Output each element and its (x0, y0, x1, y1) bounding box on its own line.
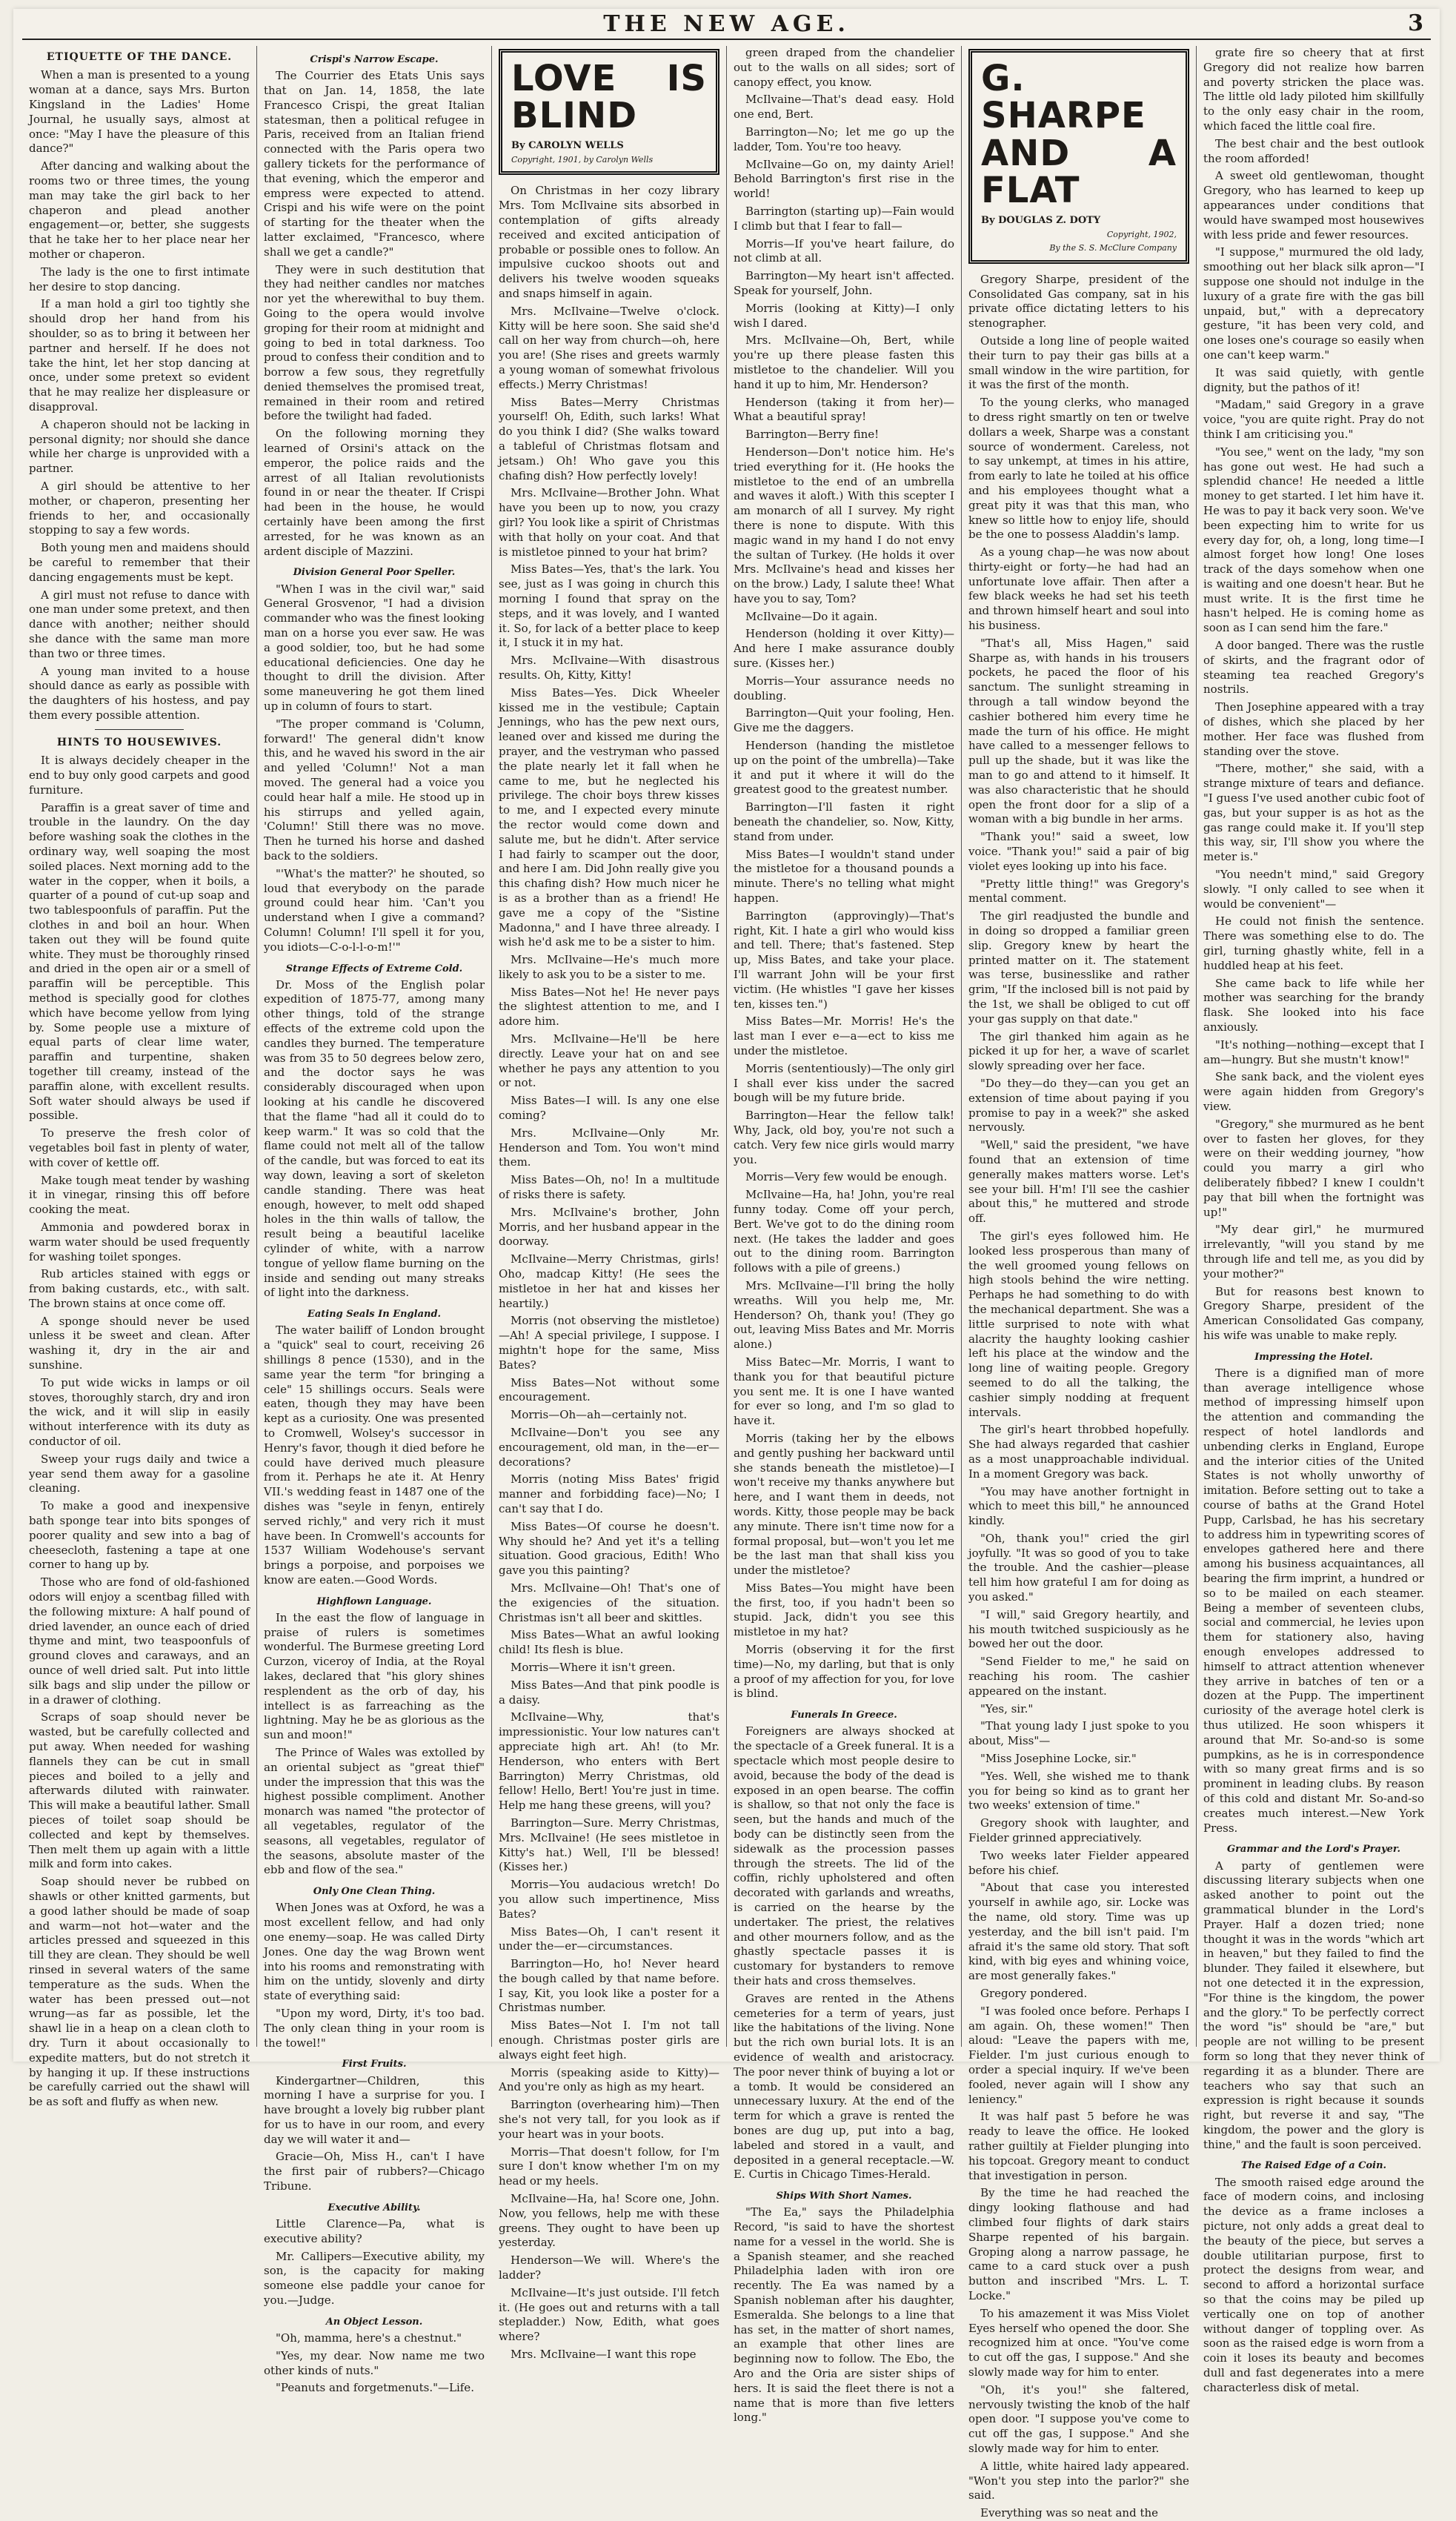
paragraph: Morris—Your assurance needs no doubling. (734, 674, 954, 703)
paragraph: The girl's heart throbbed hopefully. She had always regarded that cashier as a most unapproachable individual. In a moment Gregory was back. (968, 1423, 1189, 1481)
paragraph: A party of gentlemen were discussing literary subjects when one asked another to point out the grammatical blunder in the Lord's Prayer. Half a dozen tried; none thought it was in the words "which art in heaven," but they failed to find the blunder. They failed it elsewhere, but not one detected it in the expression, "For thine is the kingdom, the power and the glory." To be perfectly correct the word "is" should be "are," but people are not willing to be present form so long that they never think of regarding it as a blunder. There are teachers who say that such an expression is right because it sounds right, but reverse it and say, "The kingdom, the power and the glory is thine," and the fault is soon perceived. (1203, 1859, 1424, 2151)
article-body (499, 184, 719, 2362)
paragraph: Barrington—Ho, ho! Never heard the bough called by that name before. I say, Kit, you look like a poster for a Christmas number. (499, 1957, 719, 2015)
paragraph: A girl must not refuse to dance with one man under some pretext, and then dance with another; neither should she dance with the same man more than two or three times. (29, 588, 250, 660)
paragraph: Dr. Moss of the English polar expedition of 1875-77, among many other things, told of the strange effects of the extreme cold upon the candles they burned. The temperature was from 35 to 50 degrees below zero, and the doctor says he was considerably discouraged when upon looking at his candle he discovered that the flame "had all it could do to keep warm." It was so cold that the flame could not melt all of the tallow of the candle, but was forced to eat its way down, leaving a sort of skeleton candle standing. There was heat enough, however, to melt odd shaped holes in the thin walls of tallow, the result being a beautiful lacelike cylinder of white, with a narrow tongue of yellow flame burning on the inside and sending out many streaks of light into the darkness. (264, 977, 485, 1300)
headline: Only One Clean Thing. (313, 1886, 436, 1898)
article-body (264, 978, 485, 1301)
paragraph: To preserve the fresh color of vegetables boil fast in plenty of water, with cover of kettle off. (29, 1126, 250, 1169)
paragraph: Barrington—My heart isn't affected. Speak for yourself, John. (734, 269, 954, 297)
paragraph: Miss Bates—Yes, that's the lark. You see, just as I was going in church this morning I found that spray on the steps, and it was lovely, and I wanted it. So, for lack of a better place to keep it, I stuck it in my hat. (499, 562, 719, 650)
paragraph: To put wide wicks in lamps or oil stoves, thoroughly starch, dry and iron the wick, and it will slip in easily without interference with its duty as conductor of oil. (29, 1375, 250, 1449)
article-body (264, 1611, 485, 1878)
paragraph: When a man is presented to a young woman at a dance, says Mrs. Burton Kingsland in the Ladies' Home Journal, he usually says, almost at once: "May I have the pleasure of this dance?" (29, 68, 250, 156)
masthead (22, 9, 1431, 40)
paragraph: Mrs. McIlvaine—I'll bring the holly wreaths. Will you help me, Mr. Henderson? Oh, thank you! (They go out, leaving Miss Bates and Mr. Morris alone.) (734, 1278, 954, 1352)
story-title: G. SHARPE AND A FLAT (981, 58, 1177, 212)
paragraph: "That young lady I just spoke to you about, Miss"— (968, 1719, 1189, 1748)
paragraph: Morris (taking her by the elbows and gently pushing her backward until she stands beneath the mistletoe)—I won't receive my thanks anywhere but here, and I want them in deeds, not words. Kitty, those people may be back any minute. There isn't time now for a formal proposal, but—won't you let me be the last man that shall kiss you under the mistletoe? (734, 1431, 954, 1578)
column-3 (492, 46, 727, 2362)
column-6 (1197, 46, 1431, 2394)
paragraph: To make a good and inexpensive bath sponge tear into bits sponges of poorer quality and sew into a bag of cheesecloth, fastening a tape at one corner to hang up by. (29, 1499, 250, 1572)
paragraph: Graves are rented in the Athens cemeteries for a term of years, just like the habitations of the living. None but the rich own burial lots. It is an evidence of wealth and aristocracy. The poor never think of buying a lot or a tomb. It would be considered an unnecessary luxury. At the end of the term for which a grave is rented the bones are dug up, put into a bag, labeled and stored in a vault, and deposited in a general receptacle.—W. E. Curtis in Chicago Times-Herald. (734, 1991, 954, 2182)
paragraph: Those who are fond of old-fashioned odors will enjoy a scentbag filled with the following mixture: A half pound of dried lavender, an ounce each of dried thyme and mint, two teaspoonfuls of ground cloves and caraways, and an ounce of well dried salt. Put into little silk bags and slip under the pillow or in a drawer of clothing. (29, 1575, 250, 1707)
paragraph: A door banged. There was the rustle of skirts, and the fragrant odor of steaming tea reached Gregory's nostrils. (1203, 639, 1424, 697)
article-body (1203, 1859, 1424, 2153)
paragraph: Foreigners are always shocked at the spectacle of a Greek funeral. It is a spectacle which most people desire to avoid, because the body of the dead is exposed in an open bearse. The coffin is shallow, so that not only the face is seen, but the hands and much of the body can be distinctly seen from the sidewalk as the procession passes through the streets. The lid of the coffin, richly upholstered and often decorated with garlands and wreaths, is carried on the hearse by the undertaker. The priest, the relatives and other mourners follow, and as the ghastly spectacle passes it is customary for bystanders to remove their hats and cross themselves. (734, 1724, 954, 1987)
paragraph: A girl should be attentive to her mother, or chaperon, presenting her friends to her, and occasionally stopping to say a few words. (29, 479, 250, 537)
paragraph: Barrington—I'll fasten it right beneath the chandelier, so. Now, Kitty, stand from under. (734, 800, 954, 843)
divider (95, 729, 183, 730)
paragraph: Gracie—Oh, Miss H., can't I have the first pair of rubbers?—Chicago Tribune. (264, 2150, 485, 2193)
paragraph: "Send Fielder to me," he said on reaching his room. The cashier appeared on the instant. (968, 1655, 1189, 1698)
paragraph: Barrington—Quit your fooling, Hen. Give me the daggers. (734, 706, 954, 735)
paragraph: It is always decidely cheaper in the end to buy only good carpets and good furniture. (29, 754, 250, 797)
paragraph: McIlvaine—Ha, ha! John, you're real funny today. Come off your perch, Bert. We've got to do the dining room next. (He takes the ladder and goes out to the dining room. Barrington follows with a pile of greens.) (734, 1188, 954, 1275)
paragraph: Kindergartner—Children, this morning I have a surprise for you. I have brought a lovely big rubber plant for us to have in our room, and every day we will water it and— (264, 2073, 485, 2146)
article-body (734, 46, 954, 1701)
paragraph: "Yes, my dear. Now name me two other kinds of nuts." (264, 2348, 485, 2377)
paragraph: McIlvaine—It's just outside. I'll fetch it. (He goes out and returns with a tall stepladder.) Now, Edith, what goes where? (499, 2285, 719, 2344)
article-body (264, 69, 485, 559)
paragraph: "My dear girl," he murmured irrelevantly, "will you stand by me through life and tell me, as you did by your mother?" (1203, 1223, 1424, 1281)
paragraph: Scraps of soap should never be wasted, but be carefully collected and put away. When needed for washing flannels they can be cut in small pieces and boiled to a jelly and afterwards diluted with rainwater. This will make a beautiful lather. Small pieces of toilet soap should be collected and kept by themselves. Then melt them up again with a little milk and form into cakes. (29, 1710, 250, 1871)
paragraph: Morris (looking at Kitty)—I only wish I dared. (734, 301, 954, 330)
article-body (1203, 46, 1424, 1343)
headline: Ships With Short Names. (776, 2190, 912, 2202)
paragraph: "That's all, Miss Hagen," said Sharpe as, with hands in his trousers pockets, he paced the floor of his sanctum. The sunlight streaming in through a tall window beyond the cashier bothered him every time he made the turn of his office. He might have called to a messenger fellows to pull up the shade, but it was like the man to go and attend to it himself. It was also characteristic that he should open the front door for a slip of a woman with a big bundle in her arms. (968, 636, 1189, 826)
paragraph: By the time he had reached the dingy looking flathouse and had climbed four flights of dark stairs Sharpe repented of his bargain. Groping along a narrow passage, he came to a card stuck over a push button and inscribed "Mrs. L. T. Locke." (968, 2186, 1189, 2302)
paragraph: McIlvaine—Why, that's impressionistic. Your low natures can't appreciate high art. Ah! (to Mr. Henderson, who enters with Bert Barrington) Merry Christmas, old fellow! Hello, Bert! You're just in time. Help me hang these greens, will you? (499, 1710, 719, 1813)
paragraph: "Peanuts and forgetmenuts."—Life. (276, 2381, 474, 2395)
paragraph: Morris—That doesn't follow, for I'm sure I don't know whether I'm on my head or my heels. (499, 2145, 719, 2188)
paragraph: Sweep your rugs daily and twice a year send them away for a gasoline cleaning. (29, 1452, 250, 1495)
paragraph: Gregory pondered. (980, 1987, 1088, 2000)
paragraph: Morris—Where it isn't green. (511, 1660, 676, 1674)
paragraph: She sank back, and the violent eyes were again hidden from Gregory's view. (1203, 1070, 1424, 1113)
byline: By DOUGLAS Z. DOTY (981, 214, 1101, 226)
article-body (1203, 2176, 1424, 2396)
headline: Funerals In Greece. (791, 1710, 897, 1721)
paragraph: Henderson—We will. Where's the ladder? (499, 2253, 719, 2282)
article-body (968, 273, 1189, 2521)
article-body (264, 2217, 485, 2308)
headline: Strange Effects of Extreme Cold. (285, 963, 463, 974)
paragraph: Mrs. McIlvaine—He'll be here directly. Leave your hat on and see whether he pays any attention to you or not. (499, 1032, 719, 1090)
paragraph: "Oh, thank you!" cried the girl joyfully. "It was so good of you to take the trouble. And the cashier—please tell him how grateful I am for doing as you asked." (968, 1531, 1189, 1604)
paragraph: The water bailiff of London brought a "quick" seal to court, receiving 26 shillings 8 pence (1530), and in the same year the term "for bringing a cele" 15 shillings occurs. Seals were eaten, though they may have been kept as a curiosity. One was presented to Cromwell, Wolsey's successor in Henry's favor, though it died before he could have derived much pleasure from it. Perhaps he ate it. At Henry VII.'s wedding feast in 1487 one of the dishes was "seyle in fenyn, entirely served richly," and very rich it must have been. In Cromwell's accounts for 1537 William Wodehouse's servant brings a porpoise, and porpoises we know are eaten.—Good Words. (264, 1323, 485, 1587)
paragraph: They were in such destitution that they had neither candles nor matches nor yet the wherewithal to buy them. Going to the opera would involve groping for their room at midnight and going to bed in total darkness. Too proud to confess their condition and to borrow a few sous, they regretfully denied themselves the promised treat, remained in their room and retired before the twilight had faded. (264, 262, 485, 423)
paragraph: But for reasons best known to Gregory Sharpe, president of the American Consolidated Gas company, his wife was unable to make reply. (1203, 1284, 1424, 1342)
paragraph: There is a dignified man of more than average intelligence whose method of impressing himself upon the attention and commanding the respect of hotel landlords and unbending clerks in England, Europe and the interior cities of the United States is not wholly unworthy of imitation. Before setting out to take a course of baths at the Grand Hotel Pupp, Carlsbad, he has his secretary to address him in typewriting scores of envelopes gathered here and there among his business acquaintances, all bearing the firm imprint, a hundred or so to be mailed on each steamer. Being a member of seventeen clubs, social and commercial, he levies upon them for stationery also, having enough envelopes addressed to himself to attract attention whenever they arrive in batches of ten or a dozen at the Pupp. The impertinent curiosity of the average hotel clerk is thus utilized. He soon whispers it around that Mr. So-and-so is some pumpkins, as he is in correspondence with so many great firms and is so prominent in leading clubs. By reason of this cold and distant Mr. So-and-so creates much interest.—New York Press. (1203, 1366, 1424, 1835)
headline: Highflown Language. (316, 1595, 432, 1607)
paragraph: A sponge should never be used unless it be sweet and clean. After washing it, dry in the air and sunshine. (29, 1314, 250, 1372)
paragraph: Mrs. McIlvaine—Oh! That's one of the exigencies of the situation. Christmas isn't all beer and skittles. (499, 1581, 719, 1624)
paragraph: "Oh, it's you!" she faltered, nervously twisting the knob of the half open door. "I suppose you've come to cut off the gas, I suppose." And she slowly made way for him to enter. (968, 2382, 1189, 2455)
paragraph: "I was fooled once before. Perhaps I am again. Oh, these women!" Then aloud: "Leave the papers with me, Fielder. I'm just curious enough to order a special inquiry. If we've been fooled, never again will I show any leniency." (968, 2004, 1189, 2106)
paragraph: "The Ea," says the Philadelphia Record, "is said to have the shortest name for a vessel in the world. She is a Spanish steamer, and she reached Philadelphia laden with iron ore recently. The Ea was named by a Spanish nobleman after his daughter, Esmeralda. She belongs to a line that has set, in the matter of short names, an example that other lines are beginning now to follow. The Ebo, the Aro and the Oria are sister ships of hers. It is said the fleet there is not a name that is more than five letters long." (734, 2205, 954, 2425)
paragraph: Miss Bates—Mr. Morris! He's the last man I ever e—a—ect to kiss me under the mistletoe. (734, 1014, 954, 1057)
paragraph: Miss Bates—You might have been the first, too, if you hadn't been so stupid. Jack, didn't you see this mistletoe in my hat? (734, 1581, 954, 1639)
paragraph: Ammonia and powdered borax in warm water should be used frequently for washing toilet sponges. (29, 1220, 250, 1263)
paragraph: On Christmas in her cozy library Mrs. Tom McIlvaine sits absorbed in contemplation of gifts already received and excited anticipation of probable or possible ones to follow. An impulsive cuckoo shoots out and delivers his twelve wooden squeaks and snaps himself in again. (499, 184, 719, 301)
paragraph: Morris (not observing the mistletoe)—Ah! A special privilege, I suppose. I mightn't hope for the same, Miss Bates? (499, 1314, 719, 1372)
paragraph: He could not finish the sentence. There was something else to do. The girl, turning ghastly white, fell in a huddled heap at his feet. (1203, 914, 1424, 972)
paragraph: Outside a long line of people waited their turn to pay their gas bills at a small window in the wire partition, for it was the first of the month. (968, 333, 1189, 392)
paragraph: Morris (sententiously)—The only girl I shall ever kiss under the sacred bough will be my future bride. (734, 1061, 954, 1105)
paragraph: McIlvaine—Don't you see any encouragement, old man, in the—er—decorations? (499, 1426, 719, 1469)
headline: Executive Ability. (328, 2202, 421, 2213)
columns (13, 40, 1440, 2520)
paragraph: "Well," said the president, "we have found that an extension of time generally makes matters worse. Let's see your bill. H'm! I'll see the cashier about this," he muttered and strode off. (968, 1138, 1189, 1226)
paragraph: McIlvaine—Go on, my dainty Ariel! Behold Barrington's first rise in the world! (734, 157, 954, 201)
newspaper-title: THE NEW AGE. (603, 10, 850, 37)
article-body (264, 1901, 485, 2050)
headline: Grammar and the Lord's Prayer. (1226, 1844, 1401, 1856)
paragraph: "There, mother," she said, with a strange mixture of tears and defiance. "I guess I've used another cubic foot of gas, but your supper is as hot as the gas range could make it. If you'll step this way, sir, I'll show you where the meter is." (1203, 762, 1424, 864)
paragraph: Henderson (taking it from her)—What a beautiful spray! (734, 395, 954, 424)
paragraph: Both young men and maidens should be careful to remember that their dancing engagements must be kept. (29, 541, 250, 584)
page-number: 3 (1408, 10, 1423, 36)
paragraph: Little Clarence—Pa, what is executive ability? (264, 2217, 485, 2245)
paragraph: Morris—You audacious wretch! Do you allow such impertinence, Miss Bates? (499, 1878, 719, 1921)
paragraph: Miss Bates—Merry Christmas yourself! Oh, Edith, such larks! What do you think I did? (She walks toward a tableful of Christmas flotsam and jetsam.) Oh! Who gave you this chafing dish? How perfectly lovely! (499, 395, 719, 482)
paragraph: The girl's eyes followed him. He looked less prosperous than many of the well groomed young fellows on high stools behind the wire netting. Perhaps he had something to do with the mechanical department. She was a little surprised to note with what alacrity the haughty looking cashier left his place at the window and the long line of waiting people. Gregory seemed to do all the talking, the cashier simply nodding at frequent intervals. (968, 1229, 1189, 1419)
paragraph: After dancing and walking about the rooms two or three times, the young man may take the girl back to her chaperon and plead another engagement—or, better, she suggests that he take her to her place near her mother or chaperon. (29, 159, 250, 262)
paragraph: The Courrier des Etats Unis says that on Jan. 14, 1858, the late Francesco Crispi, the great Italian statesman, then a political refugee in Paris, received from an Italian friend connected with the Paris opera two gallery tickets for the performance of that evening, which the emperor and empress were expected to attend. Crispi and his wife were on the point of starting for the theater when the latter exclaimed, "Francesco, where shall we get a candle?" (264, 69, 485, 259)
newspaper-page (13, 9, 1440, 2520)
paragraph: The smooth raised edge around the face of modern coins, and inclosing the device as a frame incloses a picture, not only adds a great deal to the beauty of the piece, but serves a double utilitarian purpose, first to protect the designs from wear, and second to afford a horizontal surface so that the coins may be piled up vertically one on top of another without danger of toppling over. As soon as the raised edge is worn from a coin it loses its beauty and becomes dull and fast degenerates into a mere characterless disk of metal. (1203, 2175, 1424, 2394)
paragraph: On the following morning they learned of Orsini's attack on the emperor, the police raids and the arrest of all Italian revolutionists found in or near the theater. If Crispi had been in the house, he would certainly have been among the first arrested, for he was known as an ardent disciple of Mazzini. (264, 427, 485, 558)
paragraph: Mrs. McIlvaine—Only Mr. Henderson and Tom. You won't mind them. (499, 1126, 719, 1169)
paragraph: "About that case you interested yourself in awhile ago, sir. Locke was the name, old story. Time was up yesterday, and the bill isn't paid. I'm afraid it's the same old story. That soft kind, with big eyes and whining voice, are most generally fakes." (968, 1881, 1189, 1983)
paragraph: "Miss Josephine Locke, sir." (980, 1752, 1137, 1766)
paragraph: "When I was in the civil war," said General Grosvenor, "I had a division commander who was the finest looking man on a horse you ever saw. He was a good soldier, too, but he had some educational deficiencies. One day he thought to drill the division. After some maneuvering he got them lined up in column of fours to start. (264, 582, 485, 713)
paragraph: "You needn't mind," said Gregory slowly. "I only called to see when it would be convenient"— (1203, 868, 1424, 911)
paragraph: Gregory shook with laughter, and Fielder grinned appreciatively. (968, 1816, 1189, 1845)
paragraph: "Upon my word, Dirty, it's too bad. The only clean thing in your room is the towel!" (264, 2006, 485, 2050)
column-5 (962, 46, 1197, 2520)
paragraph: Mrs. McIlvaine—Brother John. What have you been up to now, you crazy girl? You look like a spirit of Christmas with that holly on your coat. And that is mistletoe pinned to your hat brim? (499, 486, 719, 559)
paragraph: McIlvaine—Ha, ha! Score one, John. Now, you fellows, help me with these greens. They ought to have been up yesterday. (499, 2192, 719, 2250)
article-body (29, 754, 250, 2110)
headline: The Raised Edge of a Coin. (1240, 2160, 1387, 2172)
paragraph: "It's nothing—nothing—except that I am—hungry. But she mustn't know!" (1203, 1037, 1424, 1066)
paragraph: Barrington—Sure. Merry Christmas, Mrs. McIlvaine! (He sees mistletoe in Kitty's hat.) Well, I'll be blessed! (Kisses her.) (499, 1816, 719, 1874)
paragraph: A chaperon should not be lacking in personal dignity; nor should she dance while her charge is unprovided with a partner. (29, 417, 250, 476)
paragraph: "Oh, mamma, here's a chestnut." (276, 2331, 462, 2345)
paragraph: Barrington—No; let me go up the ladder, Tom. You're too heavy. (734, 124, 954, 153)
article-body (264, 1323, 485, 1587)
headline: Crispi's Narrow Escape. (310, 54, 439, 65)
headline: HINTS TO HOUSEWIVES. (56, 736, 222, 748)
paragraph: Two weeks later Fielder appeared before his chief. (968, 1848, 1189, 1877)
paragraph: Mrs. McIlvaine's brother, John Morris, and her husband appear in the doorway. (499, 1205, 719, 1249)
story-title: LOVE IS BLIND (511, 58, 707, 137)
paragraph: Miss Bates—Not he! He never pays the slightest attention to me, and I adore him. (499, 985, 719, 1029)
paragraph: A little, white haired lady appeared. "Won't you step into the parlor?" she said. (968, 2459, 1189, 2502)
paragraph: Rub articles stained with eggs or from baking custards, etc., with salt. The brown stains at once come off. (29, 1267, 250, 1310)
paragraph: To the young clerks, who managed to dress right smartly on ten or twelve dollars a week, Sharpe was a constant source of wonderment. Careless, not to say unkempt, at times in his attire, from early to late he toiled at his office and his employees thought what a great pity it was that this man, who knew so little how to enjoy life, should be the one to possess Aladdin's lamp. (968, 396, 1189, 542)
column-2 (257, 46, 492, 2395)
paragraph: "I will," said Gregory heartily, and his mouth twitched suspiciously as he bowed her out the door. (968, 1607, 1189, 1651)
paragraph: Paraffin is a great saver of time and trouble in the laundry. On the day before washing soak the clothes in the ordinary way, well soaping the most soiled places. Next morning add to the water in the copper, when it boils, a quarter of a pound of cut-up soap and two tablespoonfuls of paraffin. Put the clothes in and boil an hour. When taken out they will be found quite white. They must be thoroughly rinsed and dried in the open air or a smell of paraffin will be perceptible. This method is specially good for clothes which have become yellow from lying by. Some people use a mixture of equal parts of clear lime water, paraffin and turpentine, shaken together till creamy, instead of the paraffin alone, with excellent results. Soft water should always be used if possible. (29, 800, 250, 1123)
paragraph: Mrs. McIlvaine—With disastrous results. Oh, Kitty, Kitty! (499, 654, 719, 682)
paragraph: "Do they—do they—can you get an extension of time about paying if you promise to pay in a week?" she asked nervously. (968, 1076, 1189, 1135)
paragraph: Barrington—Hear the fellow talk! Why, Jack, old boy, you're not such a catch. Very few nice girls would marry you. (734, 1109, 954, 1166)
paragraph: The girl thanked him again as he picked it up for her, a wave of scarlet slowly spreading over her face. (968, 1029, 1189, 1073)
paragraph: McIlvaine—Merry Christmas, girls! Oho, madcap Kitty! (He sees the mistletoe in her hat and kisses her heartily.) (499, 1252, 719, 1310)
paragraph: Henderson (handing the mistletoe up on the point of the umbrella)—Take it and put it where it will do the greatest good to the greatest number. (734, 739, 954, 797)
paragraph: The lady is the one to first intimate her desire to stop dancing. (29, 265, 250, 293)
paragraph: The girl readjusted the bundle and in doing so dropped a familiar green slip. Gregory knew by heart the printed matter on it. The statement was terse, businesslike and rather grim, "If the inclosed bill is not paid by the 1st, we shall be obliged to cut off your gas supply on that date." (968, 909, 1189, 1026)
paragraph: Miss Bates—Oh, I can't resent it under the—er—circumstances. (499, 1924, 719, 1953)
paragraph: Mrs. McIlvaine—He's much more likely to ask you to be a sister to me. (499, 953, 719, 981)
article-body (1203, 1366, 1424, 1836)
headline: Eating Seals In England. (307, 1309, 442, 1321)
copyright-line: Copyright, 1902, (1106, 229, 1177, 239)
paragraph: A young man invited to a house should dance as early as possible with the daughters of his hostess, and pay them every possible attention. (29, 664, 250, 722)
paragraph: Everything was so neat and the (980, 2506, 1159, 2520)
article-body (29, 68, 250, 723)
paragraph: She came back to life while her mother was searching for the brandy flask. She looked into his face anxiously. (1203, 976, 1424, 1034)
paragraph: Morris—Very few would be enough. (745, 1170, 948, 1184)
paragraph: The Prince of Wales was extolled by an oriental subject as "great thief" under the impression that this was the highest possible compliment. Another monarch was named "the protector of all vegetables, regulator of the seasons, all vegetables, regulator of the seasons, absolute master of the ebb and flow of the sea." (264, 1746, 485, 1877)
paragraph: Gregory Sharpe, president of the Consolidated Gas company, sat in his private office dictating letters to his stenographer. (968, 272, 1189, 331)
paragraph: Mrs. McIlvaine—I want this rope (511, 2348, 697, 2362)
paragraph: "Yes, sir." (980, 1701, 1034, 1715)
paragraph: McIlvaine—That's dead easy. Hold one end, Bert. (734, 93, 954, 122)
paragraph: Miss Bates—Not without some encouragement. (499, 1375, 719, 1404)
story-title-box (968, 49, 1189, 264)
paragraph: grate fire so cheery that at first Gregory did not realize how barren and poverty stricken the place was. The little old lady piloted him skillfully to the only easy chair in the room, which faced the little coal fire. (1203, 46, 1424, 133)
paragraph: "You may have another fortnight in which to meet this bill," he announced kindly. (968, 1484, 1189, 1528)
paragraph: Miss Bates—Yes. Dick Wheeler kissed me in the vestibule; Captain Jennings, who has the pew next ours, leaned over and kissed me during the prayer, and the vestryman who passed the plate nearly let it fall when he came to me, but he neglected his privilege. The choir boys threw kisses to me, and I expected every minute the rector would come down and salute me, but he didn't. After service I had fairly to scamper out the door, and here I am. Did John really give you this chafing dish? How much nicer he is as a brother than as a friend! He gave me a copy of the "Sistine Madonna," and I have three already. I wish he'd ask me to be a sister to him. (499, 685, 719, 949)
paragraph: "You see," went on the lady, "my son has gone out west. He had such a splendid chance! He needed a little money to get started. I let him have it. He was to pay it back very soon. We've been expecting him to write for us every day for, oh, a long, long time—I almost forget how long! One loses track of the days somehow when one is waiting and one doesn't hear. But he must write. It is the first time he hasn't helped. He is coming home as soon as I can send him the fare." (1203, 445, 1424, 635)
headline: First Fruits. (342, 2059, 407, 2070)
paragraph: Miss Bates—And that pink poodle is a daisy. (499, 1678, 719, 1707)
paragraph: Miss Bates—Not I. I'm not tall enough. Christmas poster girls are always eight feet high. (499, 2019, 719, 2062)
paragraph: Mrs. McIlvaine—Twelve o'clock. Kitty will be here soon. She said she'd call on her way from church—oh, here you are! (She rises and greets warmly a young woman of somewhat frivolous effects.) Merry Christmas! (499, 304, 719, 391)
copyright-line: Copyright, 1901, by Carolyn Wells (511, 154, 654, 165)
headline: Division General Poor Speller. (293, 567, 456, 579)
paragraph: Miss Bates—What an awful looking child! Its flesh is blue. (499, 1628, 719, 1657)
column-4 (727, 46, 962, 2425)
paragraph: If a man hold a girl too tightly she should drop her hand from his shoulder, so as to bring it between her partner and herself. If he does not take the hint, let her stop dancing at once, under some pretext so evident that he may realize her displeasure or disapproval. (29, 297, 250, 413)
paragraph: Morris—Oh—ah—certainly not. (511, 1408, 688, 1422)
paragraph: It was half past 5 before he was ready to leave the office. He looked rather guiltily at Fielder plunging into his topcoat. Gregory meant to conduct that investigation in person. (968, 2110, 1189, 2182)
paragraph: "The proper command is 'Column, forward!' The general didn't know this, and he waved his sword in the air and yelled 'Column!' Not a man moved. The general had a voice you could hear half a mile. He stood up in his stirrups and yelled again, 'Column!' Still there was no move. Then he turned his horse and dashed back to the soldiers. (264, 717, 485, 863)
paragraph: Barrington (approvingly)—That's right, Kit. I hate a girl who would kiss and tell. There; that's fastened. Step up, Miss Bates, and take your place. I'll warrant John will be your first victim. (He whistles "I gave her kisses ten, kisses ten.") (734, 909, 954, 1011)
paragraph: Barrington (starting up)—Fain would I climb but that I fear to fall— (734, 204, 955, 233)
article-body (264, 2074, 485, 2194)
paragraph: green draped from the chandelier out to the walls on all sides; sort of canopy effect, you know. (734, 46, 954, 89)
paragraph: Miss Batec—Mr. Morris, I want to thank you for that beautiful picture you sent me. It is one I have wanted for ever so long, and I'm so glad to have it. (734, 1355, 954, 1428)
paragraph: A sweet old gentlewoman, thought Gregory, who has learned to keep up appearances under conditions that would have swamped most housewives with less pride and fewer resources. (1203, 169, 1424, 242)
copyright-line: By the S. S. McClure Company (1049, 243, 1177, 253)
headline: ETIQUETTE OF THE DANCE. (46, 51, 233, 63)
paragraph: Mrs. McIlvaine—Oh, Bert, while you're up there please fasten this mistletoe to the chandelier. Will you hand it up to him, Mr. Henderson? (734, 333, 954, 391)
paragraph: It was said quietly, with gentle dignity, but the pathos of it! (1203, 365, 1424, 394)
paragraph: Miss Bates—Of course he doesn't. Why should he? And yet it's a telling situation. Good gracious, Edith! Who gave you this painting? (499, 1519, 719, 1578)
paragraph: Morris (noting Miss Bates' frigid manner and forbidding face)—No; I can't say that I do. (499, 1472, 719, 1515)
column-1 (22, 46, 257, 2109)
paragraph: "Thank you!" said a sweet, low voice. "Thank you!" said a pair of big violet eyes looking up into his face. (968, 830, 1189, 873)
paragraph: As a young chap—he was now about thirty-eight or forty—he had had an unfortunate love affair. Then after a few black weeks he had set his teeth and thrown himself heart and soul into his business. (968, 545, 1189, 633)
paragraph: Barrington (overhearing him)—Then she's not very tall, for you look as if your heart was in your boots. (499, 2098, 719, 2141)
paragraph: The best chair and the best outlook the room afforded! (1203, 136, 1424, 165)
paragraph: In the east the flow of language in praise of rulers is sometimes wonderful. The Burmese greeting Lord Curzon, viceroy of India, at the Royal lakes, declared that "his glory shines resplendent as the orb of day, his intellect is as farreaching as the lightning. May he be as glorious as the sun and moon!" (264, 1610, 485, 1742)
paragraph: "'What's the matter?' he shouted, so loud that everybody on the parade ground could hear him. 'Can't you understand when I give a command? Column! Column! I'll spell it for you, you idiots—C-o-l-l-o-m!'" (264, 866, 485, 954)
byline: By CAROLYN WELLS (511, 139, 624, 151)
headline: Impressing the Hotel. (1254, 1351, 1373, 1363)
paragraph: "Yes. Well, she wished me to thank you for being so kind as to grant her two weeks' extension of time." (968, 1769, 1189, 1813)
paragraph: McIlvaine—Do it again. (745, 609, 878, 623)
article-body (734, 2205, 954, 2425)
paragraph: Morris (speaking aside to Kitty)—And you're only as high as my heart. (499, 2065, 719, 2094)
paragraph: Morris (observing it for the first time)—No, my darling, but that is only a proof of my affection for you, for love is blind. (734, 1643, 954, 1701)
paragraph: Miss Bates—I will. Is any one else coming? (499, 1094, 719, 1123)
paragraph: When Jones was at Oxford, he was a most excellent fellow, and had only one enemy—soap. He was called Dirty Jones. One day the wag Brown went into his rooms and remonstrating with him on the untidy, slovenly and dirty state of everything said: (264, 1901, 485, 2003)
paragraph: "Madam," said Gregory in a grave voice, "you are quite right. Pray do not think I am criticising you." (1203, 398, 1424, 441)
paragraph: "I suppose," murmured the old lady, smoothing out her black silk apron—"I suppose one should not indulge in the luxury of a grate fire with the gas bill unpaid, but," with a deprecatory gesture, "it has been very cold, and one loses one's courage so easily when one can't keep warm." (1203, 245, 1424, 362)
article-body (264, 582, 485, 955)
paragraph: Miss Bates—I wouldn't stand under the mistletoe for a thousand pounds a minute. There's no telling what might happen. (734, 847, 954, 906)
paragraph: Miss Bates—Oh, no! In a multitude of risks there is safety. (499, 1173, 719, 1202)
paragraph: "Pretty little thing!" was Gregory's mental comment. (968, 877, 1189, 906)
paragraph: To his amazement it was Miss Violet Eyes herself who opened the door. She recognized him at once. "You've come to cut off the gas, I suppose." And she slowly made way for him to enter. (968, 2306, 1189, 2379)
paragraph: "Gregory," she murmured as he bent over to fasten her gloves, for they were on their wedding journey, "how could you marry a girl who deliberately fibbed? I knew I couldn't pay that bill when the fortnight was up!" (1203, 1117, 1424, 1219)
paragraph: Barrington—Berry fine! (745, 428, 880, 442)
article-body (734, 1724, 954, 2182)
paragraph: Then Josephine appeared with a tray of dishes, which she placed by her mother. Her face was flushed from standing over the stove. (1203, 700, 1424, 758)
paragraph: Mr. Callipers—Executive ability, my son, is the capacity for making someone else paddle your canoe for you.—Judge. (264, 2249, 485, 2308)
paragraph: Make tough meat tender by washing it in vinegar, rinsing this off before cooking the meat. (29, 1173, 250, 1217)
paragraph: Soap should never be rubbed on shawls or other knitted garments, but a good lather should be made of soap and warm—not hot—water and the articles pressed and squeezed in this till they are clean. They should be well rinsed in several waters of the same temperature as the suds. When the water has been pressed out—not wrung—as far as possible, let the shawl lie in a heap on a clean cloth to dry. Turn it about occasionally to expedite matters, but do not stretch it by hanging it up. If these instructions be carefully carried out the shawl will be as soft and fluffy as when new. (29, 1875, 250, 2109)
paragraph: Henderson—Don't notice him. He's tried everything for it. (He hooks the mistletoe to the end of an umbrella and waves it aloft.) With this scepter I am monarch of all I survey. My right there is none to dispute. With this magic wand in my hand I do not envy the sultan of Turkey. (He holds it over Mrs. McIlvaine's head and kisses her on the brow.) Lady, I salute thee! What have you to say, Tom? (734, 445, 954, 605)
article-body (264, 2331, 485, 2396)
headline: An Object Lesson. (325, 2316, 423, 2328)
paragraph: Henderson (holding it over Kitty)—And here I make assurance doubly sure. (Kisses her.) (734, 627, 954, 671)
story-title-box (499, 49, 719, 175)
paragraph: Morris—If you've heart failure, do not climb at all. (734, 236, 954, 265)
